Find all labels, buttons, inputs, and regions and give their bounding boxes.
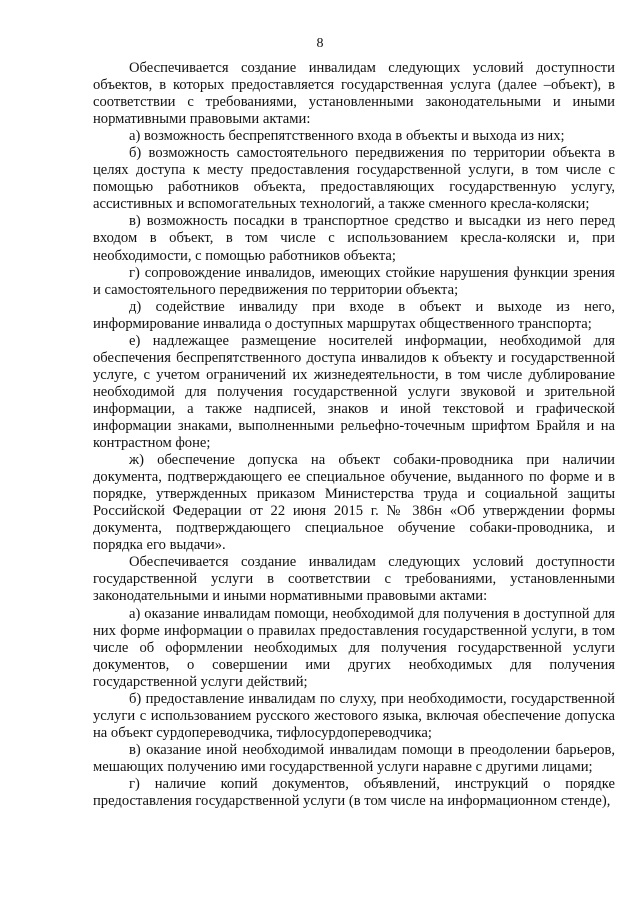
list-item-b-sign-language: б) предоставление инвалидам по слуху, при необходимости, государственной услуги с использованием русского жестового языка, включая обеспечение допуска на объект сурдопереводчика, тифлосурдопереводчика; (93, 690, 615, 741)
list-item-g-documents: г) наличие копий документов, объявлений, инструкций о порядке предоставления государственной услуги (в том числе на информационном стенде), (93, 775, 615, 810)
list-item-b-movement: б) возможность самостоятельного передвижения по территории объекта в целях доступа к месту предоставления государственной услуги, в том числе с помощью работников объекта, предоставляющих государственную услугу, ассистивных и вспомогательных технологий, а также сменного кресла-коляски; (93, 145, 615, 213)
list-item-zh-guide-dog: ж) обеспечение допуска на объект собаки-проводника при наличии документа, подтверждающего ее специальное обучение, выданного по форме и в порядке, утвержденных приказом Министерства труда и социальной защиты Российской Федерации от 22 июня 2015 г. № 386н «Об утверждении формы документа, подтверждающего специальное обучение собаки-проводника, и порядка его выдачи». (93, 452, 615, 554)
document-body (93, 60, 615, 810)
page-number: 8 (316, 36, 324, 51)
list-item-a-entrance: а) возможность беспрепятственного входа в объекты и выхода из них; (129, 128, 565, 145)
list-item-g-escort: г) сопровождение инвалидов, имеющих стойкие нарушения функции зрения и самостоятельного передвижения по территории объекта; (93, 264, 615, 298)
list-item-v-transport: в) возможность посадки в транспортное средство и высадки из него перед входом в объект, в том числе с использованием кресла-коляски и, при необходимости, с помощью работников объекта; (93, 213, 615, 264)
paragraph-intro-objects: Обеспечивается создание инвалидам следующих условий доступности объектов, в которых предоставляется государственная услуга (далее –объект), в соответствии с требованиями, установленными законодательными и иными нормативными правовыми актами: (93, 60, 615, 128)
list-item-d-assistance: д) содействие инвалиду при входе в объект и выходе из него, информирование инвалида о доступных маршрутах общественного транспорта; (93, 298, 615, 332)
list-item-v-barriers: в) оказание иной необходимой инвалидам помощи в преодолении барьеров, мешающих получению ими государственной услуги наравне с другими лицами; (93, 741, 615, 775)
list-item-a-help: а) оказание инвалидам помощи, необходимой для получения в доступной для них форме информации о правилах предоставления государственной услуги, в том числе об оформлении необходимых для получения государственной услуги документов, о совершении ими других необходимых для получения государственной услуги действий; (93, 605, 615, 690)
paragraph-intro-service: Обеспечивается создание инвалидам следующих условий доступности государственной услуги в соответствии с требованиями, установленными законодательными и иными нормативными правовыми актами: (93, 554, 615, 605)
list-item-e-information: е) надлежащее размещение носителей информации, необходимой для обеспечения беспрепятственного доступа инвалидов к объекту и государственной услуге, с учетом ограничений их жизнедеятельности, в том числе дублирование необходимой для получения государственной услуги звуковой и зрительной информации, а также надписей, знаков и иной текстовой и графической информации знаками, выполненными рельефно-точечным шрифтом Брайля и на контрастном фоне; (93, 332, 615, 452)
